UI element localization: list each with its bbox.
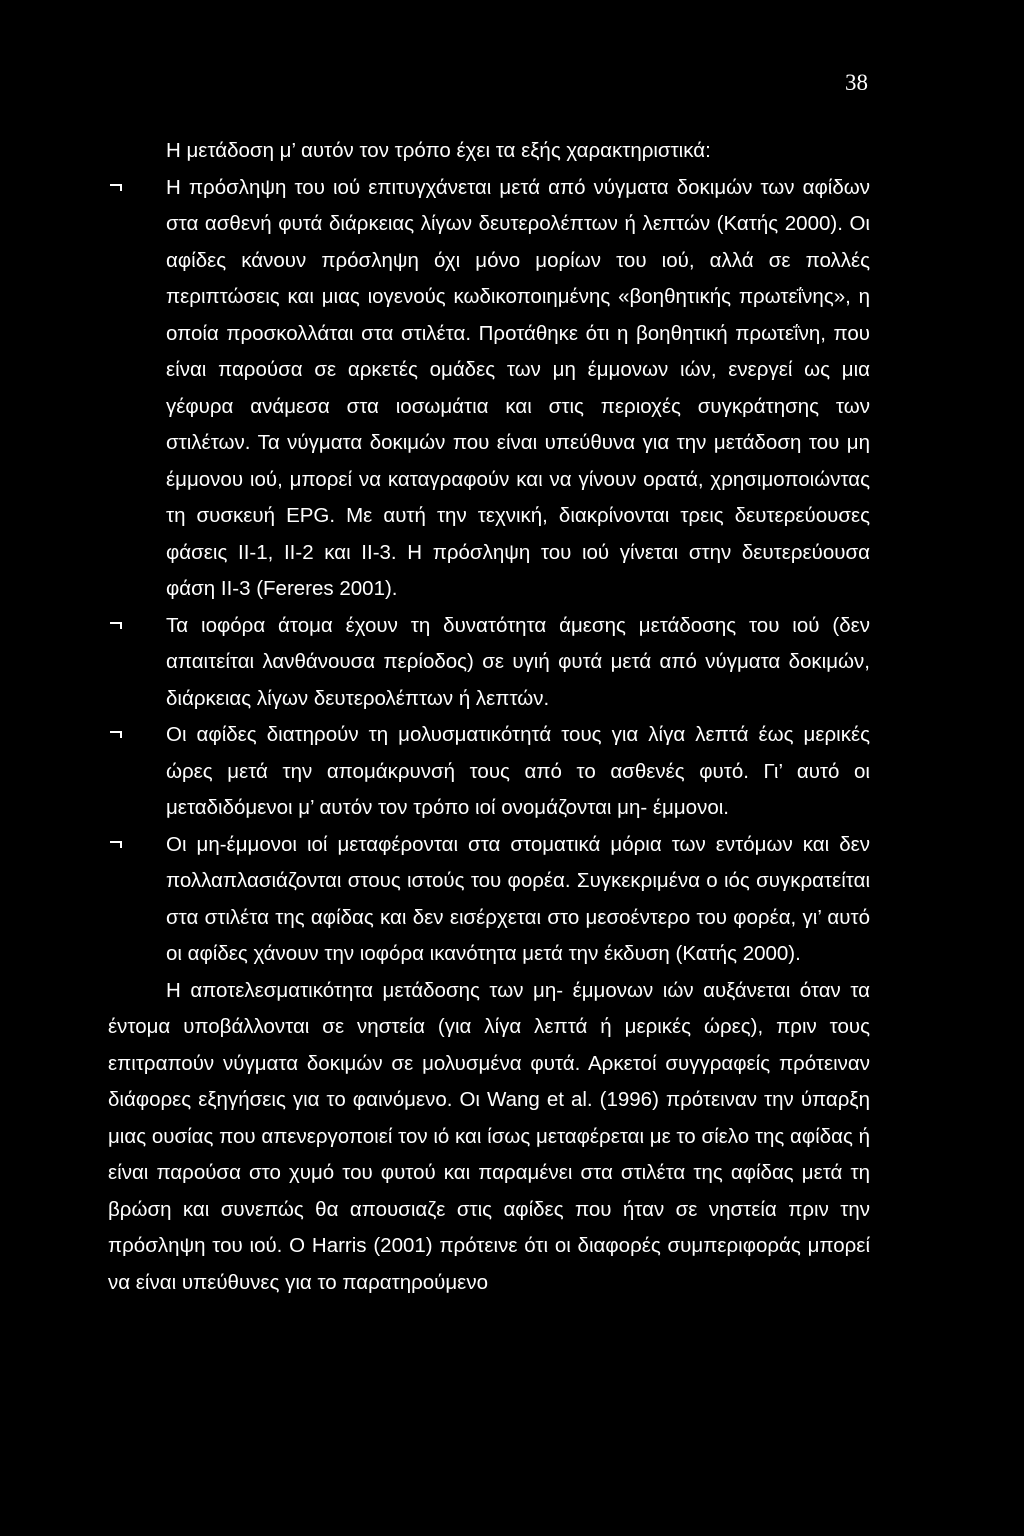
intro-sentence: Η μετάδοση μ’ αυτόν τον τρόπο έχει τα εξής χαρακτηριστικά: xyxy=(166,139,711,162)
list-item xyxy=(108,827,870,973)
document-body xyxy=(108,133,870,1301)
list-item-text: Η πρόσληψη του ιού επιτυγχάνεται μετά από νύγματα δοκιμών των αφίδων στα ασθενή φυτά διάρκειας λίγων δευτερολέπτων ή λεπτών (Κατής 2000). Οι αφίδες κάνουν πρόσληψη όχι μόνο μορίων του ιού, αλλά σε πολλές περιπτώσεις και μιας ιογενούς κωδικοποιημένης «βοηθητικής πρωτεΐνης», η οποία προσκολλάται στα στιλέτα. Προτάθηκε ότι η βοηθητική πρωτεΐνη, που είναι παρούσα σε αρκετές ομάδες των μη έμμονων ιών, ενεργεί ως μια γέφυρα ανάμεσα στα ιοσωμάτια και στις περιοχές συγκράτησης των στιλέτων. Τα νύγματα δοκιμών που είναι υπεύθυνα για την μετάδοση του μη έμμονου ιού, μπορεί να καταγραφούν και να γίνουν ορατά, χρησιμοποιώντας τη συσκευή EPG. Με αυτή την τεχνική, διακρίνονται τρεις δευτερεύουσες φάσεις ΙΙ-1, ΙΙ-2 και ΙΙ-3. Η πρόσληψη του ιού γίνεται στην δευτερεύουσα φάση ΙΙ-3 (Fereres 2001). xyxy=(166,175,870,600)
list-item-text: Οι μη-έμμονοι ιοί μεταφέρονται στα στοματικά μόρια των εντόμων και δεν πολλαπλασιάζονται στους ιστούς του φορέα. Συγκεκριμένα ο ιός συγκρατείται στα στιλέτα της αφίδας και δεν εισέρχεται στο μεσοέντερο του φορέα, γι’ αυτό οι αφίδες χάνουν την ιοφόρα ικανότητα μετά την έκδυση (Κατής 2000). xyxy=(166,832,870,965)
page-number: 38 xyxy=(845,70,868,95)
list-item-text: Οι αφίδες διατηρούν τη μολυσματικότητά τους για λίγα λεπτά έως μερικές ώρες μετά την απομάκρυνσή τους από το ασθενές φυτό. Γι’ αυτό οι μεταδιδόμενοι μ’ αυτόν τον τρόπο ιοί ονομάζονται μη- έμμονοι. xyxy=(166,723,870,819)
body-paragraph: Η αποτελεσματικότητα μετάδοσης των μη- έμμονων ιών αυξάνεται όταν τα έντομα υποβάλλονται σε νηστεία (για λίγα λεπτά ή μερικές ώρες), πριν τους επιτραπούν νύγματα δοκιμών σε μολυσμένα φυτά. Αρκετοί συγγραφείς πρότειναν διάφορες εξηγήσεις για το φαινόμενο. Οι Wang et al. (1996) πρότειναν την ύπαρξη μιας ουσίας που απενεργοποιεί τον ιό και ίσως μεταφέρεται με το σίελο της αφίδας ή είναι παρούσα στο χυμό του φυτού και παραμένει στα στιλέτα της αφίδας μετά τη βρώση και συνεπώς θα απουσιαζε στις αφίδες που ήταν σε νηστεία πριν την πρόσληψη του ιού. Ο Harris (2001) πρότεινε ότι οι διαφορές συμπεριφοράς μπορεί να είναι υπεύθυνες για το παρατηρούμενο xyxy=(108,978,870,1294)
list-item-text: Τα ιοφόρα άτομα έχουν τη δυνατότητα άμεσης μετάδοσης του ιού (δεν απαιτείται λανθάνουσα περίοδος) σε υγιή φυτά μετά από νύγματα δοκιμών, διάρκειας λίγων δευτερολέπτων ή λεπτών. xyxy=(166,613,870,710)
list-item xyxy=(108,608,870,718)
list-item xyxy=(108,170,870,608)
list-item xyxy=(108,717,870,827)
